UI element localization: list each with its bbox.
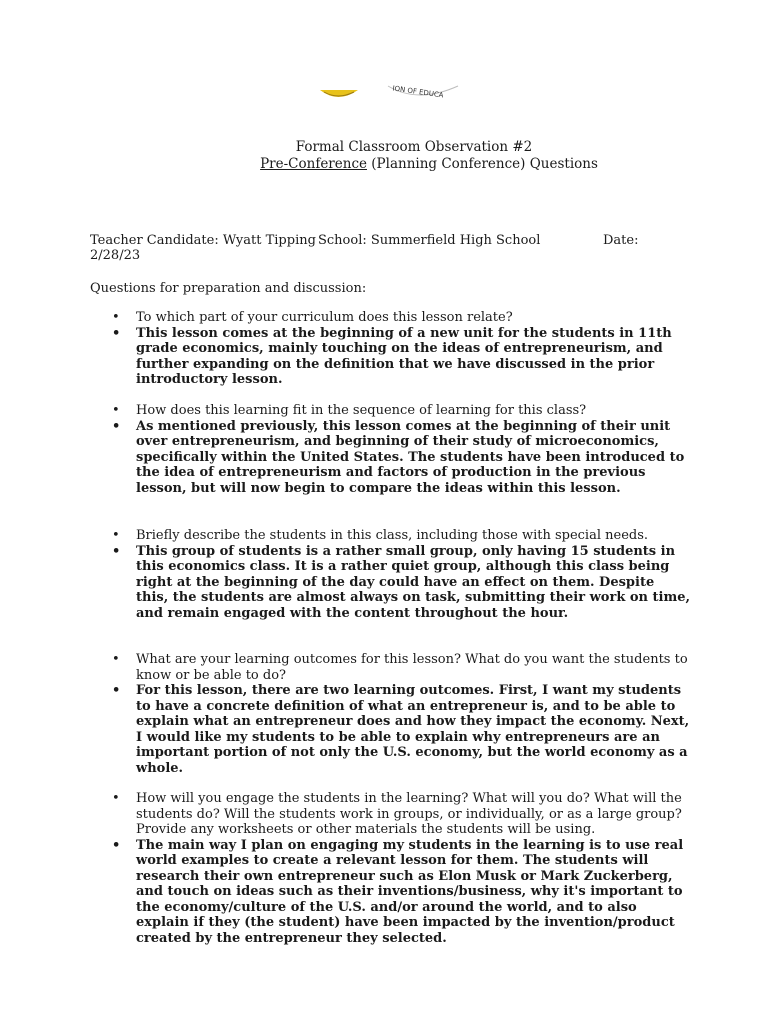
answer-1: • This lesson comes at the beginning of a new unit for the students in 11th grade economics, mainly touching on the ideas of entrepreneurism, and further expanding on the definition that we have discussed in the prior introductory lesson. — [112, 325, 672, 387]
teacher-info — [90, 233, 690, 263]
question-4: • What are your learning outcomes for this lesson? What do you want the students to know or be able to do? — [112, 652, 688, 683]
document-subtitle — [45, 156, 768, 172]
logo-text: ION OF EDUCA — [391, 84, 445, 100]
teacher-candidate: Teacher Candidate: Wyatt Tipping — [90, 233, 316, 248]
qa-block-2 — [90, 403, 690, 496]
question-3: • Briefly describe the students in this class, including those with special needs. — [112, 528, 649, 543]
question-1: • To which part of your curriculum does this lesson relate? — [112, 310, 513, 325]
subtitle-pre-conference: Pre-Conference — [260, 156, 367, 172]
qa-block-5 — [90, 791, 690, 946]
date-value: 2/28/23 — [90, 248, 141, 263]
answer-4: • For this lesson, there are two learning outcomes. First, I want my students to have a concrete definition of what an entrepreneur is, and to be able to explain what an entrepreneur does and how they impact the economy. Next, I would like my students to be able to explain why entrepreneurs are an important portion of not only the U.S. economy, but the world economy as a whole. — [112, 683, 690, 776]
question-2: • How does this learning fit in the sequence of learning for this class? — [112, 403, 587, 418]
document-title: Formal Classroom Observation #2 — [295, 139, 533, 155]
subtitle-rest: (Planning Conference) Questions — [367, 156, 598, 172]
intro-text: Questions for preparation and discussion: — [90, 281, 367, 296]
date-label: Date: — [603, 233, 639, 248]
department-of-education-logo — [318, 80, 468, 106]
answer-2: • As mentioned previously, this lesson comes at the beginning of their unit over entrepreneurism, and beginning of their study of microeconomics, specifically within the United States. The students have been introduced to the idea of entrepreneurism and factors of production in the previous lesson, but will now begin to compare the ideas within this lesson. — [112, 418, 685, 496]
qa-block-4 — [90, 652, 690, 776]
school-name: School: Summerfield High School — [318, 233, 541, 248]
answer-3: • This group of students is a rather small group, only having 15 students in this economics class. It is a rather quiet group, although this class being right at the beginning of the day could have an effect on them. Despite this, the students are almost always on task, submitting their work on time, and remain engaged with the content throughout the hour. — [112, 543, 690, 621]
question-5: • How will you engage the students in the learning? What will you do? What will the students do? Will the students work in groups, or individually, or as a large group? Provide any worksheets or other materials the students will be using. — [112, 791, 682, 837]
qa-block-3 — [90, 528, 690, 621]
answer-5: • The main way I plan on engaging my students in the learning is to use real world examples to create a relevant lesson for them. The students will research their own entrepreneur such as Elon Musk or Mark Zuckerberg, and touch on ideas such as their inventions/business, why it's important to the economy/culture of the U.S. and/or around the world, and to also explain if they (the student) have been impacted by the invention/product created by the entrepreneur they selected. — [112, 837, 684, 946]
qa-block-1 — [90, 310, 690, 388]
